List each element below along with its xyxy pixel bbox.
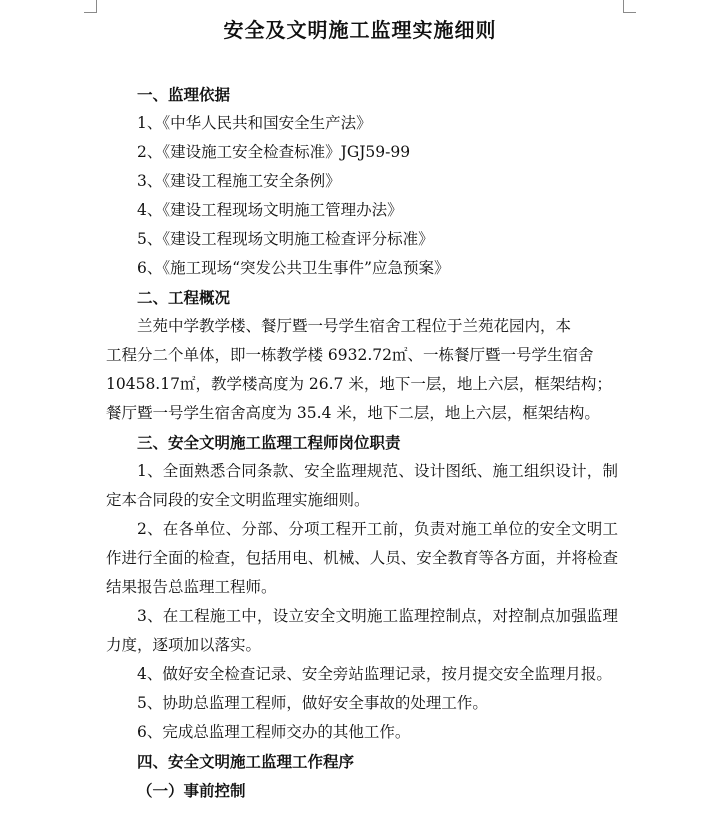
- duty-item: 3、在工程施工中，设立安全文明施工监理控制点，对控制点加强监理力度，逐项加以落实。: [106, 607, 618, 654]
- section-heading-duties: 三、安全文明施工监理工程师岗位职责: [137, 433, 401, 452]
- basis-item: 2、《建设施工安全检查标准》JGJ59-99: [137, 143, 411, 161]
- overview-line: 工程分二个单体，即一栋教学楼 6932.72㎡、一栋餐厅暨一号学生宿舍: [106, 346, 594, 364]
- duty-item: 5、协助总监理工程师，做好安全事故的处理工作。: [137, 694, 488, 712]
- subsection-heading-pre-control: （一）事前控制: [137, 781, 246, 800]
- section-heading-procedure: 四、安全文明施工监理工作程序: [137, 752, 355, 771]
- overview-line: 餐厅暨一号学生宿舍高度为 35.4 米，地下二层，地上六层，框架结构。: [106, 404, 600, 422]
- overview-line: 兰苑中学教学楼、餐厅暨一号学生宿舍工程位于兰苑花园内，本: [137, 317, 572, 335]
- basis-item: 4、《建设工程现场文明施工管理办法》: [137, 201, 403, 219]
- duty-item: 4、做好安全检查记录、安全旁站监理记录，按月提交安全监理月报。: [137, 665, 612, 683]
- duty-item: 2、在各单位、分部、分项工程开工前，负责对施工单位的安全文明工作进行全面的检查，包括用电、机械、人员、安全教育等各方面，并将检查结果报告总监理工程师。: [106, 520, 618, 596]
- document-body: [106, 80, 618, 805]
- basis-item: 1、《中华人民共和国安全生产法》: [137, 114, 372, 132]
- basis-item: 5、《建设工程现场文明施工检查评分标准》: [137, 230, 434, 248]
- page-corner-mark-left: [84, 0, 97, 13]
- duty-item: 1、全面熟悉合同条款、安全监理规范、设计图纸、施工组织设计，制定本合同段的安全文明监理实施细则。: [106, 462, 618, 509]
- section-heading-overview: 二、工程概况: [137, 288, 231, 307]
- section-heading-basis: 一、监理依据: [137, 85, 231, 104]
- basis-item: 6、《施工现场“突发公共卫生事件”应急预案》: [137, 259, 450, 277]
- duty-item: 6、完成总监理工程师交办的其他工作。: [137, 723, 411, 741]
- basis-item: 3、《建设工程施工安全条例》: [137, 172, 341, 190]
- page-corner-mark-right: [623, 0, 636, 13]
- document-title: 安全及文明施工监理实施细则: [223, 18, 497, 42]
- overview-line: 10458.17㎡，教学楼高度为 26.7 米，地下一层，地上六层，框架结构；: [106, 375, 612, 393]
